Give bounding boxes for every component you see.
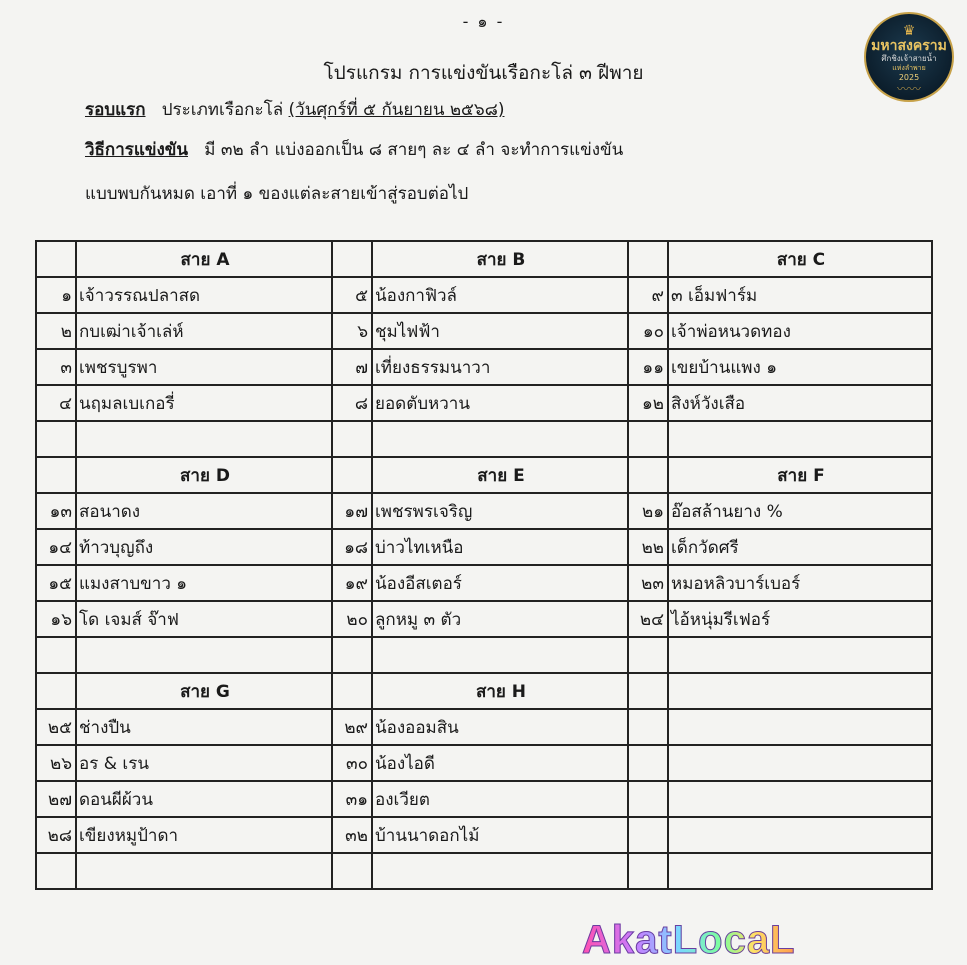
entry-number: ๗ — [332, 349, 372, 385]
team-name: อร & เรน — [76, 745, 332, 781]
blank-cell — [628, 241, 668, 277]
entry-number: ๖ — [332, 313, 372, 349]
entry-number: ๒๕ — [36, 709, 76, 745]
table-row — [36, 817, 932, 853]
team-name: ๓ เอ็มฟาร์ม — [668, 277, 932, 313]
group-a-header: สาย A — [76, 241, 332, 277]
entry-number: ๑ — [36, 277, 76, 313]
table-row — [36, 601, 932, 637]
method-line-2: แบบพบกันหมด เอาที่ ๑ ของแต่ละสายเข้าสู่รอบต่อไป — [85, 184, 469, 204]
entry-number: ๑๐ — [628, 313, 668, 349]
entry-number: ๒๑ — [628, 493, 668, 529]
team-name: ช่างปืน — [76, 709, 332, 745]
team-name: ดอนผีผ้วน — [76, 781, 332, 817]
table-row — [36, 277, 932, 313]
team-name: น้องออมสิน — [372, 709, 628, 745]
round-line — [85, 96, 504, 123]
entry-number: ๒๓ — [628, 565, 668, 601]
group-b-header: สาย B — [372, 241, 628, 277]
group-header-row — [36, 673, 932, 709]
crown-icon: ♛ — [902, 23, 916, 39]
logo-year: 2025 — [898, 73, 920, 82]
team-name: สิงห์วังเสือ — [668, 385, 932, 421]
groups-table — [35, 240, 933, 890]
team-name: องเวียต — [372, 781, 628, 817]
table-row — [36, 529, 932, 565]
team-name: บ่าวไทเหนือ — [372, 529, 628, 565]
group-f-header: สาย F — [668, 457, 932, 493]
table-row — [36, 349, 932, 385]
team-name: น้องอีสเตอร์ — [372, 565, 628, 601]
blank-cell — [628, 457, 668, 493]
wave-icon: 〰〰 — [896, 82, 921, 96]
group-d-header: สาย D — [76, 457, 332, 493]
entry-number: ๑๘ — [332, 529, 372, 565]
entry-number: ๑๓ — [36, 493, 76, 529]
blank-cell — [332, 457, 372, 493]
empty-row — [36, 421, 932, 457]
entry-number: ๑๗ — [332, 493, 372, 529]
team-name: เจ้าพ่อหนวดทอง — [668, 313, 932, 349]
entry-number: ๓๒ — [332, 817, 372, 853]
entry-number: ๓๐ — [332, 745, 372, 781]
team-name: เขียงหมูป้าดา — [76, 817, 332, 853]
team-name: น้องไอดี — [372, 745, 628, 781]
group-header-row — [36, 457, 932, 493]
entry-number: ๒๗ — [36, 781, 76, 817]
entry-number: ๒๙ — [332, 709, 372, 745]
team-name: อ๊อสล้านยาง % — [668, 493, 932, 529]
group-e-header: สาย E — [372, 457, 628, 493]
table-row — [36, 709, 932, 745]
round-text: ประเภทเรือกะโล่ — [161, 100, 284, 120]
team-name: หมอหลิวบาร์เบอร์ — [668, 565, 932, 601]
team-name: น้องกาฟิวล์ — [372, 277, 628, 313]
watermark-logo: AkatLocaL — [582, 918, 796, 962]
logo-subtitle-2: แห่งลำพาย — [892, 64, 926, 72]
blank-cell — [628, 673, 668, 709]
team-name: นฤมลเบเกอรี่ — [76, 385, 332, 421]
document-title: โปรแกรม การแข่งขันเรือกะโล่ ๓ ฝีพาย — [323, 62, 644, 84]
method-text: มี ๓๒ ลำ แบ่งออกเป็น ๘ สายๆ ละ ๔ ลำ จะทำการแข่งขัน — [204, 140, 624, 160]
entry-number: ๙ — [628, 277, 668, 313]
entry-number: ๒๔ — [628, 601, 668, 637]
entry-number: ๕ — [332, 277, 372, 313]
blank-cell — [36, 457, 76, 493]
entry-number: ๑๕ — [36, 565, 76, 601]
entry-number: ๒ — [36, 313, 76, 349]
table-row — [36, 313, 932, 349]
team-name: สอนาดง — [76, 493, 332, 529]
page-number: - ๑ - — [462, 12, 505, 31]
team-name: เพชรบูรพา — [76, 349, 332, 385]
table-row — [36, 745, 932, 781]
group-g-header: สาย G — [76, 673, 332, 709]
team-name: กบเฒ่าเจ้าเล่ห์ — [76, 313, 332, 349]
team-name: เขยบ้านแพง ๑ — [668, 349, 932, 385]
entry-number: ๑๖ — [36, 601, 76, 637]
entry-number: ๑๒ — [628, 385, 668, 421]
entry-number: ๘ — [332, 385, 372, 421]
event-logo — [864, 12, 954, 102]
round-date: (วันศุกร์ที่ ๕ กันยายน ๒๕๖๘) — [288, 100, 505, 120]
table-row — [36, 565, 932, 601]
team-name: ท้าวบุญถึง — [76, 529, 332, 565]
blank-cell — [332, 673, 372, 709]
entry-number: ๑๙ — [332, 565, 372, 601]
group-h-header: สาย H — [372, 673, 628, 709]
round-label: รอบแรก — [85, 100, 146, 120]
entry-number: ๓๑ — [332, 781, 372, 817]
entry-number: ๑๔ — [36, 529, 76, 565]
team-name: แมงสาบขาว ๑ — [76, 565, 332, 601]
team-name: บ้านนาดอกไม้ — [372, 817, 628, 853]
entry-number: ๑๑ — [628, 349, 668, 385]
team-name: เจ้าวรรณปลาสด — [76, 277, 332, 313]
table-row — [36, 493, 932, 529]
blank-cell — [36, 241, 76, 277]
empty-row — [36, 853, 932, 889]
team-name: ยอดตับหวาน — [372, 385, 628, 421]
blank-cell — [36, 673, 76, 709]
entry-number: ๒๐ — [332, 601, 372, 637]
entry-number: ๔ — [36, 385, 76, 421]
group-header-row — [36, 241, 932, 277]
logo-subtitle: ศึกชิงเจ้าสายน้ำ — [881, 54, 937, 63]
empty-row — [36, 637, 932, 673]
method-line — [85, 136, 623, 163]
team-name: โด เจมส์ จ๊าฟ — [76, 601, 332, 637]
entry-number: ๒๒ — [628, 529, 668, 565]
method-label: วิธีการแข่งขัน — [85, 140, 189, 160]
team-name: ไอ้หนุ่มรีเฟอร์ — [668, 601, 932, 637]
team-name: ชุมไฟฟ้า — [372, 313, 628, 349]
logo-title: มหาสงคราม — [871, 38, 947, 54]
entry-number: ๒๖ — [36, 745, 76, 781]
group-c-header: สาย C — [668, 241, 932, 277]
team-name: ลูกหมู ๓ ตัว — [372, 601, 628, 637]
team-name: เที่ยงธรรมนาวา — [372, 349, 628, 385]
team-name: เพชรพรเจริญ — [372, 493, 628, 529]
blank-cell — [668, 673, 932, 709]
entry-number: ๓ — [36, 349, 76, 385]
entry-number: ๒๘ — [36, 817, 76, 853]
table-row — [36, 385, 932, 421]
team-name: เด็กวัดศรี — [668, 529, 932, 565]
blank-cell — [332, 241, 372, 277]
table-row — [36, 781, 932, 817]
